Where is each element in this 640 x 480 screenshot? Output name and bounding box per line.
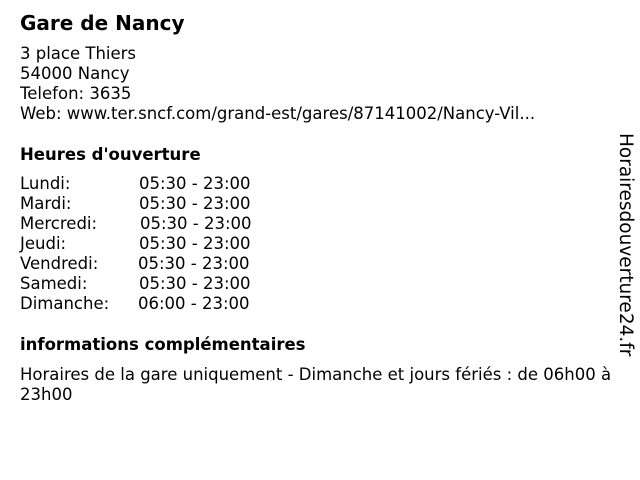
hours-day: Mardi: xyxy=(20,194,72,213)
phone-number: Telefon: 3635 xyxy=(20,84,132,103)
hours-time: 05:30 - 23:00 xyxy=(139,234,251,253)
hours-time: 05:30 - 23:00 xyxy=(139,274,251,293)
hours-day: Samedi: xyxy=(20,274,88,293)
site-watermark xyxy=(611,133,639,373)
hours-time: 05:30 - 23:00 xyxy=(138,254,250,273)
hours-day: Jeudi: xyxy=(20,234,67,253)
address-street: 3 place Thiers xyxy=(20,44,137,63)
additional-info-heading: informations complémentaires xyxy=(20,335,306,354)
hours-day: Lundi: xyxy=(20,174,71,193)
station-title: Gare de Nancy xyxy=(20,11,185,35)
opening-hours-heading: Heures d'ouverture xyxy=(20,145,201,164)
address-city: 54000 Nancy xyxy=(20,64,130,83)
hours-day: Dimanche: xyxy=(20,294,110,313)
additional-info-text: Horaires de la gare uniquement - Dimanche et jours fériés : de 06h00 à 23h00 xyxy=(20,365,612,404)
hours-time: 06:00 - 23:00 xyxy=(138,294,250,313)
hours-time: 05:30 - 23:00 xyxy=(140,214,252,233)
hours-time: 05:30 - 23:00 xyxy=(139,174,251,193)
station-address-block xyxy=(20,44,535,124)
hours-day: Vendredi: xyxy=(20,254,99,273)
website-link[interactable]: Web: www.ter.sncf.com/grand-est/gares/87141002/Nancy-Vil... xyxy=(20,104,536,123)
site-watermark-text: Horairesdouverture24.fr xyxy=(615,133,636,357)
hours-time: 05:30 - 23:00 xyxy=(139,194,251,213)
hours-day: Mercredi: xyxy=(20,214,98,233)
